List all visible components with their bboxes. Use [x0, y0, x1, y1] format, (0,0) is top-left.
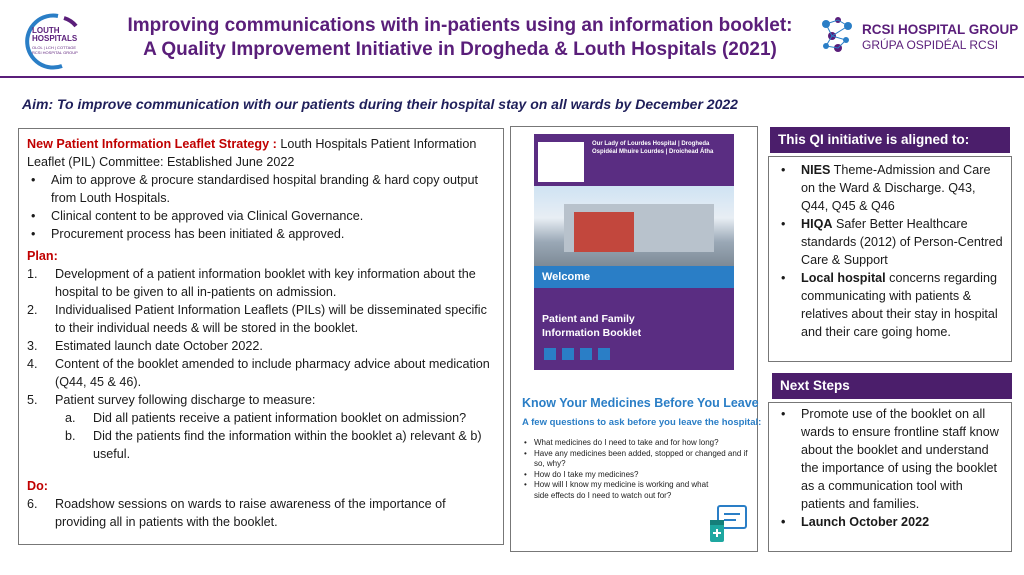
strategy-label: New Patient Information Leaflet Strategy : — [27, 137, 277, 151]
plan-sub-list — [27, 409, 495, 463]
title-line1: Improving communications with in-patients using an information booklet: — [127, 15, 793, 36]
logo-left-line1: LOUTH — [32, 26, 60, 35]
next-steps-list — [777, 405, 1005, 531]
list-item: • How do I take my medicines? — [522, 470, 752, 481]
list-item: 4. Content of the booklet amended to include pharmacy advice about medication (Q44, 45 & 46). — [27, 357, 490, 389]
list-item: 6. Roadshow sessions on wards to raise awareness of the importance of providing all in patients with the booklet. — [27, 497, 446, 529]
header-divider — [0, 76, 1024, 78]
do-label: Do: — [27, 479, 48, 493]
booklet-header: Our Lady of Lourdes Hospital | Drogheda Ospidéal Mhuire Lourdes | Droichead Átha — [592, 141, 714, 155]
list-item: 2. Individualised Patient Information Leaflets (PILs) will be disseminated specific to their individual needs & will be stored in the booklet. — [27, 303, 487, 335]
logo-right-line2: GRÚPA OSPIDÉAL RCSI — [862, 38, 999, 52]
aligned-heading: This QI initiative is aligned to: — [770, 127, 1010, 153]
booklet-title: Patient and Family Information Booklet — [542, 313, 642, 339]
list-item: • HIQA Safer Better Healthcare standards (2012) of Person-Centred Care & Support — [777, 215, 1005, 269]
medicines-subtitle: A few questions to ask before you leave the hospital: — [522, 417, 762, 428]
booklet-welcome: Welcome — [534, 266, 734, 288]
list-item: 3. Estimated launch date October 2022. — [27, 339, 263, 353]
booklet-logo — [538, 142, 584, 182]
rcsi-hospital-group-logo — [818, 14, 1018, 56]
list-item: • Clinical content to be approved via Clinical Governance. — [27, 207, 495, 225]
logo-left-line4: RCSI HOSPITAL GROUP — [32, 50, 78, 55]
list-item: • Have any medicines been added, stopped or changed and if so, why? — [522, 449, 752, 470]
list-item: • Launch October 2022 — [777, 513, 1005, 531]
medicines-title: Know Your Medicines Before You Leave — [522, 396, 759, 410]
booklet-cover-image — [534, 134, 734, 370]
hospital-entrance — [574, 212, 634, 252]
title-line2: A Quality Improvement Initiative in Drogheda & Louth Hospitals (2021) — [143, 39, 777, 60]
rcsi-molecule-icon — [818, 14, 858, 54]
medicines-questions — [522, 438, 752, 501]
logo-left-line2: HOSPITALS — [32, 34, 78, 43]
logo-right-line1: RCSI HOSPITAL GROUP — [862, 22, 1019, 37]
strategy-text: Louth Hospitals Patient Information Leaflet (PIL) Committee: Established June 2022 — [27, 137, 477, 169]
list-item: • NIES Theme-Admission and Care on the Ward & Discharge. Q43, Q44, Q45 & Q46 — [777, 161, 1005, 215]
next-steps-box — [768, 402, 1012, 552]
aim-statement: Aim: To improve communication with our patients during their hospital stay on all wards by December 2022 — [22, 96, 738, 112]
aligned-box — [768, 156, 1012, 362]
do-list — [27, 495, 495, 531]
medicine-computer-icon — [706, 502, 750, 546]
booklet-square — [544, 348, 556, 360]
logo-left-line3: OLOL | LCH | COTTAGE — [32, 45, 77, 50]
list-item: a. Did all patients receive a patient information booklet on admission? — [65, 411, 467, 425]
strategy-bullets — [27, 171, 495, 243]
next-steps-heading: Next Steps — [772, 373, 1012, 399]
aligned-list — [777, 161, 1005, 341]
list-item: • How will I know my medicine is working and what side effects do I need to watch out for? — [522, 480, 714, 501]
plan-label: Plan: — [27, 249, 58, 263]
strategy-plan-box — [18, 128, 504, 545]
booklet-square — [598, 348, 610, 360]
list-item: • Promote use of the booklet on all wards to ensure frontline staff know about the booklet and understand the importance of using the booklet as a communication tool with patients and families. — [777, 405, 1005, 513]
list-item: 5. Patient survey following discharge to measure: — [27, 393, 316, 407]
list-item: • Procurement process has been initiated & approved. — [27, 225, 495, 243]
list-item: • What medicines do I need to take and for how long? — [522, 438, 752, 449]
louth-hospitals-logo — [18, 12, 88, 70]
list-item: 1. Development of a patient information booklet with key information about the hospital to be given to all in-patients on admission. — [27, 267, 476, 299]
list-item: b. Did the patients find the information within the booklet a) relevant & b) useful. — [65, 429, 482, 461]
strategy-intro — [27, 135, 495, 171]
booklet-square — [562, 348, 574, 360]
booklet-square — [580, 348, 592, 360]
list-item: • Aim to approve & procure standardised hospital branding & hard copy output from Louth Hospitals. — [27, 171, 495, 207]
plan-list — [27, 265, 495, 409]
page-title — [110, 14, 810, 62]
list-item: • Local hospital concerns regarding communicating with patients & relatives about their stay in hospital and their care going home. — [777, 269, 1005, 341]
